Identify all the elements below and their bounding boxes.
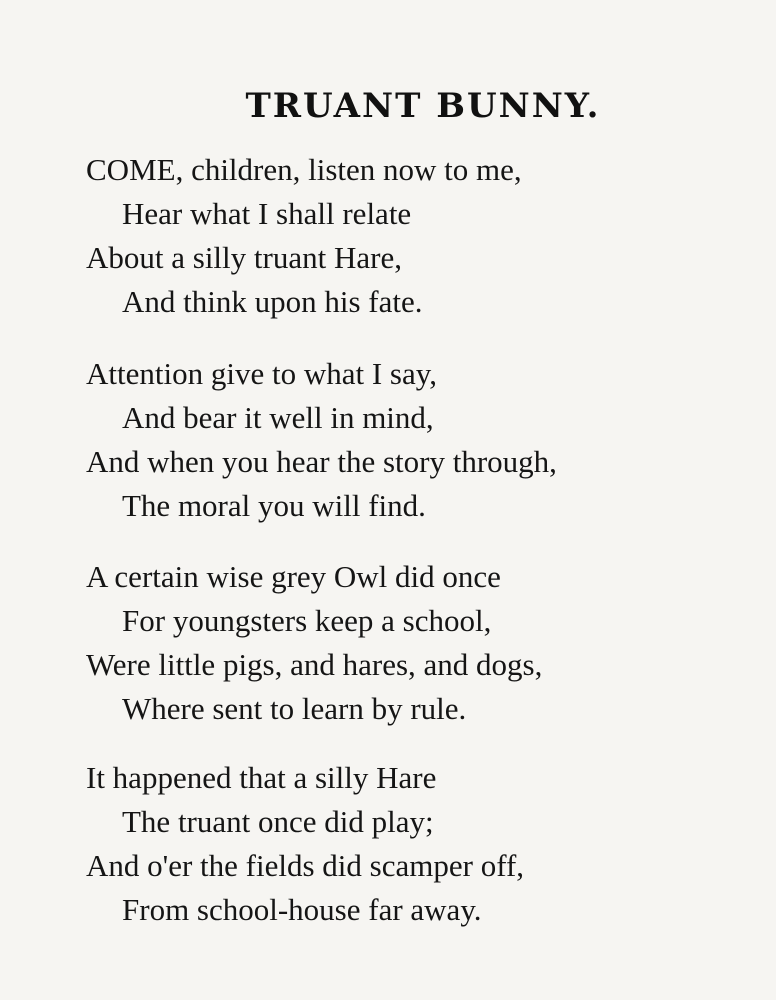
- stanza-1-line-4: And think upon his fate.: [122, 284, 423, 319]
- stanza-2-line-4: The moral you will find.: [122, 488, 426, 523]
- stanza-1-line-2: Hear what I shall relate: [122, 196, 412, 231]
- poem-title: TRUANT BUNNY.: [245, 86, 601, 126]
- stanza-3-line-4: Where sent to learn by rule.: [122, 691, 467, 726]
- stanza-1-line-1: COME, children, listen now to me,: [86, 152, 522, 187]
- stanza-2-line-1: Attention give to what I say,: [86, 356, 437, 391]
- stanza-3-line-3: Were little pigs, and hares, and dogs,: [86, 647, 543, 682]
- stanza-2-line-2: And bear it well in mind,: [122, 400, 434, 435]
- stanza-4-line-4: From school-house far away.: [122, 892, 482, 927]
- stanza-3-line-2: For youngsters keep a school,: [122, 603, 492, 638]
- stanza-1-line-3: About a silly truant Hare,: [86, 240, 402, 275]
- stanza-4-line-1: It happened that a silly Hare: [86, 760, 437, 795]
- stanza-4-line-3: And o'er the fields did scamper off,: [86, 848, 525, 883]
- stanza-2-line-3: And when you hear the story through,: [86, 444, 557, 479]
- stanza-4-line-2: The truant once did play;: [122, 804, 434, 839]
- stanza-3-line-1: A certain wise grey Owl did once: [86, 559, 501, 594]
